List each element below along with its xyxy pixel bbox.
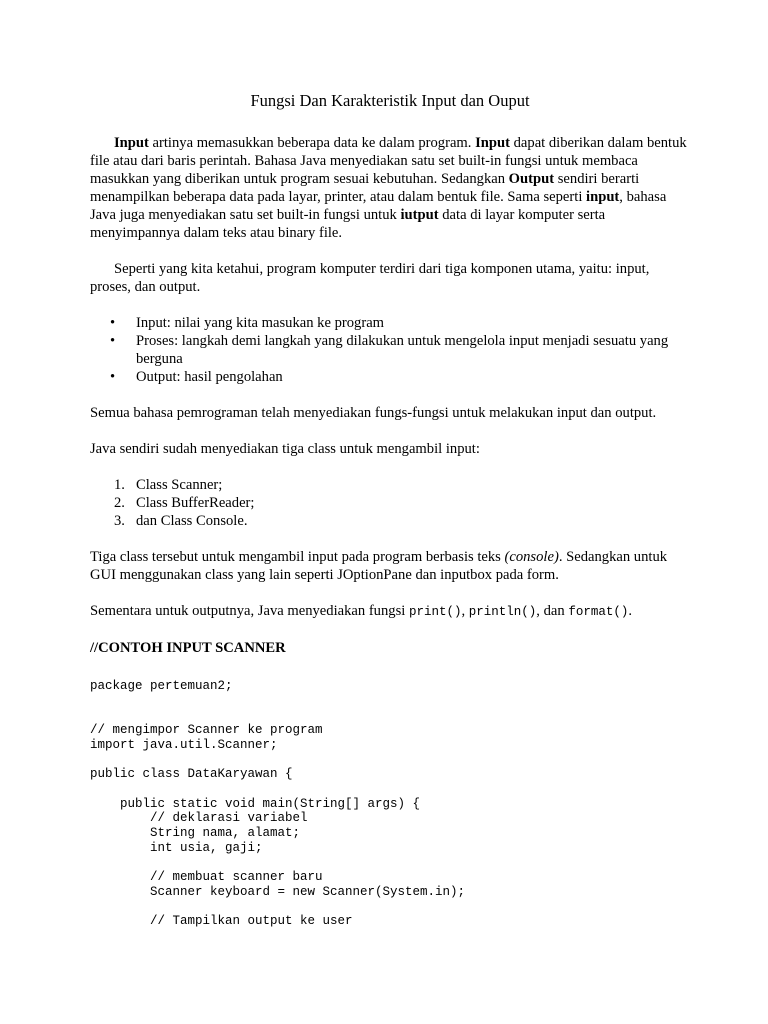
paragraph-output-functions bbox=[90, 602, 690, 621]
text-run: Sementara untuk outputnya, Java menyediakan fungsi bbox=[90, 603, 409, 619]
code-inline: print() bbox=[408, 605, 462, 619]
bullet-icon: • bbox=[110, 333, 116, 349]
list-item bbox=[90, 332, 690, 368]
paragraph-languages: Semua bahasa pemrograman telah menyediakan fungs-fungsi untuk melakukan input dan output. bbox=[90, 405, 657, 421]
list-item-text: dan Class Console. bbox=[136, 513, 248, 529]
paragraph-components: Seperti yang kita ketahui, program komputer terdiri dari tiga komponen utama, yaitu: input, proses, dan output. bbox=[90, 261, 650, 295]
italic-term: (console) bbox=[504, 549, 559, 565]
list-item-text: Output: hasil pengolahan bbox=[136, 369, 283, 385]
list-item bbox=[90, 512, 690, 530]
list-number: 2. bbox=[114, 495, 125, 511]
bold-term: Input bbox=[114, 135, 149, 151]
list-number: 3. bbox=[114, 513, 125, 529]
list-item-text: Class Scanner; bbox=[136, 477, 223, 493]
list-item-text: Class BufferReader; bbox=[136, 495, 255, 511]
page-title: Fungsi Dan Karakteristik Input dan Ouput bbox=[250, 91, 530, 110]
list-number: 1. bbox=[114, 477, 125, 493]
bold-term: Output bbox=[508, 171, 555, 187]
text-run: . bbox=[628, 603, 632, 619]
text-run: . Sedangkan untuk GUI menggunakan class yang lain seperti JOptionPane dan inputbox pada form. bbox=[90, 549, 668, 583]
list-item bbox=[90, 494, 690, 512]
code-inline: format() bbox=[568, 605, 629, 619]
section-heading: //CONTOH INPUT SCANNER bbox=[90, 640, 286, 656]
text-run: artinya memasukkan beberapa data ke dalam program. bbox=[148, 135, 476, 151]
bullet-icon: • bbox=[110, 315, 116, 331]
text-run: sendiri berarti menampilkan beberapa data pada layar, printer, atau dalam bentuk file. Sama seperti bbox=[90, 171, 640, 205]
bold-term: Input bbox=[475, 135, 510, 151]
code-block: package pertemuan2; // mengimpor Scanner ke program import java.util.Scanner; public class DataKaryawan { public static void main(String[] args) { // deklarasi variabel String nama, alamat; int usia, gaji; // membuat scanner baru Scanner keyboard = new Scanner(System.in); // Tampilkan output ke user bbox=[90, 679, 466, 929]
text-run: , bahasa Java juga menyediakan satu set built-in fungsi untuk bbox=[90, 189, 667, 223]
bullet-icon: • bbox=[110, 369, 116, 385]
text-run: Tiga class tersebut untuk mengambil input pada program berbasis teks bbox=[90, 549, 505, 565]
list-item-text: Proses: langkah demi langkah yang dilakukan untuk mengelola input menjadi sesuatu yang berguna bbox=[136, 333, 669, 367]
document-content bbox=[90, 92, 690, 929]
text-run: data di layar komputer serta menyimpannya dalam teks atau binary file. bbox=[90, 207, 606, 241]
paragraph-java-classes: Java sendiri sudah menyediakan tiga class untuk mengambil input: bbox=[90, 441, 480, 457]
paragraph-input-output bbox=[90, 134, 690, 242]
list-item bbox=[90, 314, 690, 332]
bullet-list bbox=[90, 314, 690, 386]
text-run: dapat diberikan dalam bentuk file atau dari baris perintah. Bahasa Java menyediakan satu set built-in fungsi untuk membaca masukkan yang diberikan untuk program sesuai kebutuhan. Sedangkan bbox=[90, 135, 687, 187]
list-item-text: Input: nilai yang kita masukan ke program bbox=[136, 315, 385, 331]
text-run: , dan bbox=[536, 603, 569, 619]
list-item bbox=[90, 476, 690, 494]
bold-term: input bbox=[586, 189, 620, 205]
text-run: , bbox=[461, 603, 469, 619]
bold-term: iutput bbox=[400, 207, 439, 223]
list-item bbox=[90, 368, 690, 386]
numbered-list bbox=[90, 476, 690, 530]
paragraph-console bbox=[90, 548, 690, 584]
code-inline: println() bbox=[468, 605, 537, 619]
